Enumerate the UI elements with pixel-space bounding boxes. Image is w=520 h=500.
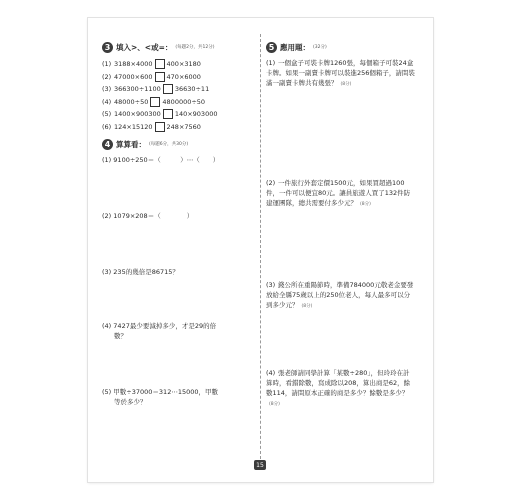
compare-row: (3) 366300÷1100 36630÷11	[102, 85, 210, 94]
worksheet-page	[88, 18, 433, 482]
word-problem: (2) 一件旅行外套定價1500元，如果買超過100件，一件可以便宜80元。讓員旅遊人買了132件防建運團隊，總共需要付多少元？ (8分)	[266, 179, 411, 207]
compare-left: 47000×600	[114, 72, 153, 81]
section-number-badge: 3	[102, 42, 113, 53]
section-title: 算算看：	[116, 139, 146, 149]
word-problem: (4) 張老師請同學計算「某數÷280」，但玲玲在計算時，看錯除數，寫成除以208，算出商是62，餘數114，請問原本正確的商是多少？餘數是多少？(8分)	[266, 369, 411, 407]
compare-row: (4) 48000÷50 4800000÷50	[102, 97, 206, 106]
compare-left: 366300÷1100	[114, 85, 161, 94]
compare-left: 48000÷50	[114, 97, 149, 106]
compare-left: 1400×900300	[114, 110, 161, 119]
left-column	[102, 40, 254, 435]
answer-box[interactable]	[155, 72, 165, 82]
calc-question: (5) 甲數÷37000＝312⋯15000，甲數 等於多少？	[102, 388, 219, 406]
calc-question: (1) 9100÷250＝（ ）⋯（ ）	[102, 156, 220, 164]
section-number-badge: 4	[102, 139, 113, 150]
points-label: (8分)	[269, 402, 280, 407]
compare-right: 248×7560	[166, 122, 201, 131]
section-4-header	[102, 137, 254, 151]
section-3-header	[102, 40, 254, 54]
column-divider	[260, 34, 261, 464]
word-problem: (3) 錢公所在重陽節時，準備784000元敬老金要發放給全縣75歲以上的250位老人，每人最多可以分到多少元？ (8分)	[266, 281, 414, 309]
right-column	[266, 40, 422, 458]
section-4-questions	[102, 155, 254, 435]
compare-right: 36630÷11	[174, 85, 210, 94]
answer-box[interactable]	[155, 59, 165, 69]
compare-left: 3188×4000	[114, 60, 153, 69]
word-problem: (1) 一個盒子可裝卡牌1260張，每個箱子可裝24盒卡牌。如果一副賣卡牌可以裝進256個箱子，請問裝滿一副賣卡牌共有幾張？ (8分)	[266, 59, 415, 87]
compare-row: (2) 47000×600 470×6000	[102, 72, 201, 81]
answer-box[interactable]	[150, 97, 160, 107]
section-title: 填入>、<或=：	[116, 42, 173, 52]
section-title: 應用題：	[280, 42, 310, 52]
calc-question: (3) 235的幾倍是86715？	[102, 268, 179, 276]
compare-row: (1) 3188×4000 400×3180	[102, 60, 201, 69]
compare-right: 140×903000	[174, 110, 218, 119]
compare-right: 400×3180	[166, 60, 201, 69]
calc-question: (4) 7427最少要減掉多少，才是29的倍 數？	[102, 322, 217, 340]
page-number: 15	[254, 460, 266, 470]
calc-question: (2) 1079×208＝（ ）	[102, 212, 194, 220]
compare-right: 4800000÷50	[162, 97, 206, 106]
compare-row: (5) 1400×900300 140×903000	[102, 110, 218, 119]
section-score-note: (32分)	[313, 45, 327, 50]
points-label: (8分)	[301, 304, 313, 309]
section-5-questions	[266, 58, 422, 458]
compare-left: 124×15120	[114, 122, 153, 131]
section-5-header	[266, 40, 422, 54]
answer-box[interactable]	[155, 122, 165, 132]
compare-row: (6) 124×15120 248×7560	[102, 122, 201, 131]
points-label: (8分)	[340, 82, 352, 87]
section-number-badge: 5	[266, 42, 277, 53]
compare-right: 470×6000	[166, 72, 201, 81]
answer-box[interactable]	[163, 84, 173, 94]
section-score-note: (每題2分，共12分)	[175, 45, 215, 50]
points-label: (8分)	[360, 202, 371, 207]
section-score-note: (每題6分，共30分)	[149, 142, 189, 147]
answer-box[interactable]	[163, 109, 173, 119]
